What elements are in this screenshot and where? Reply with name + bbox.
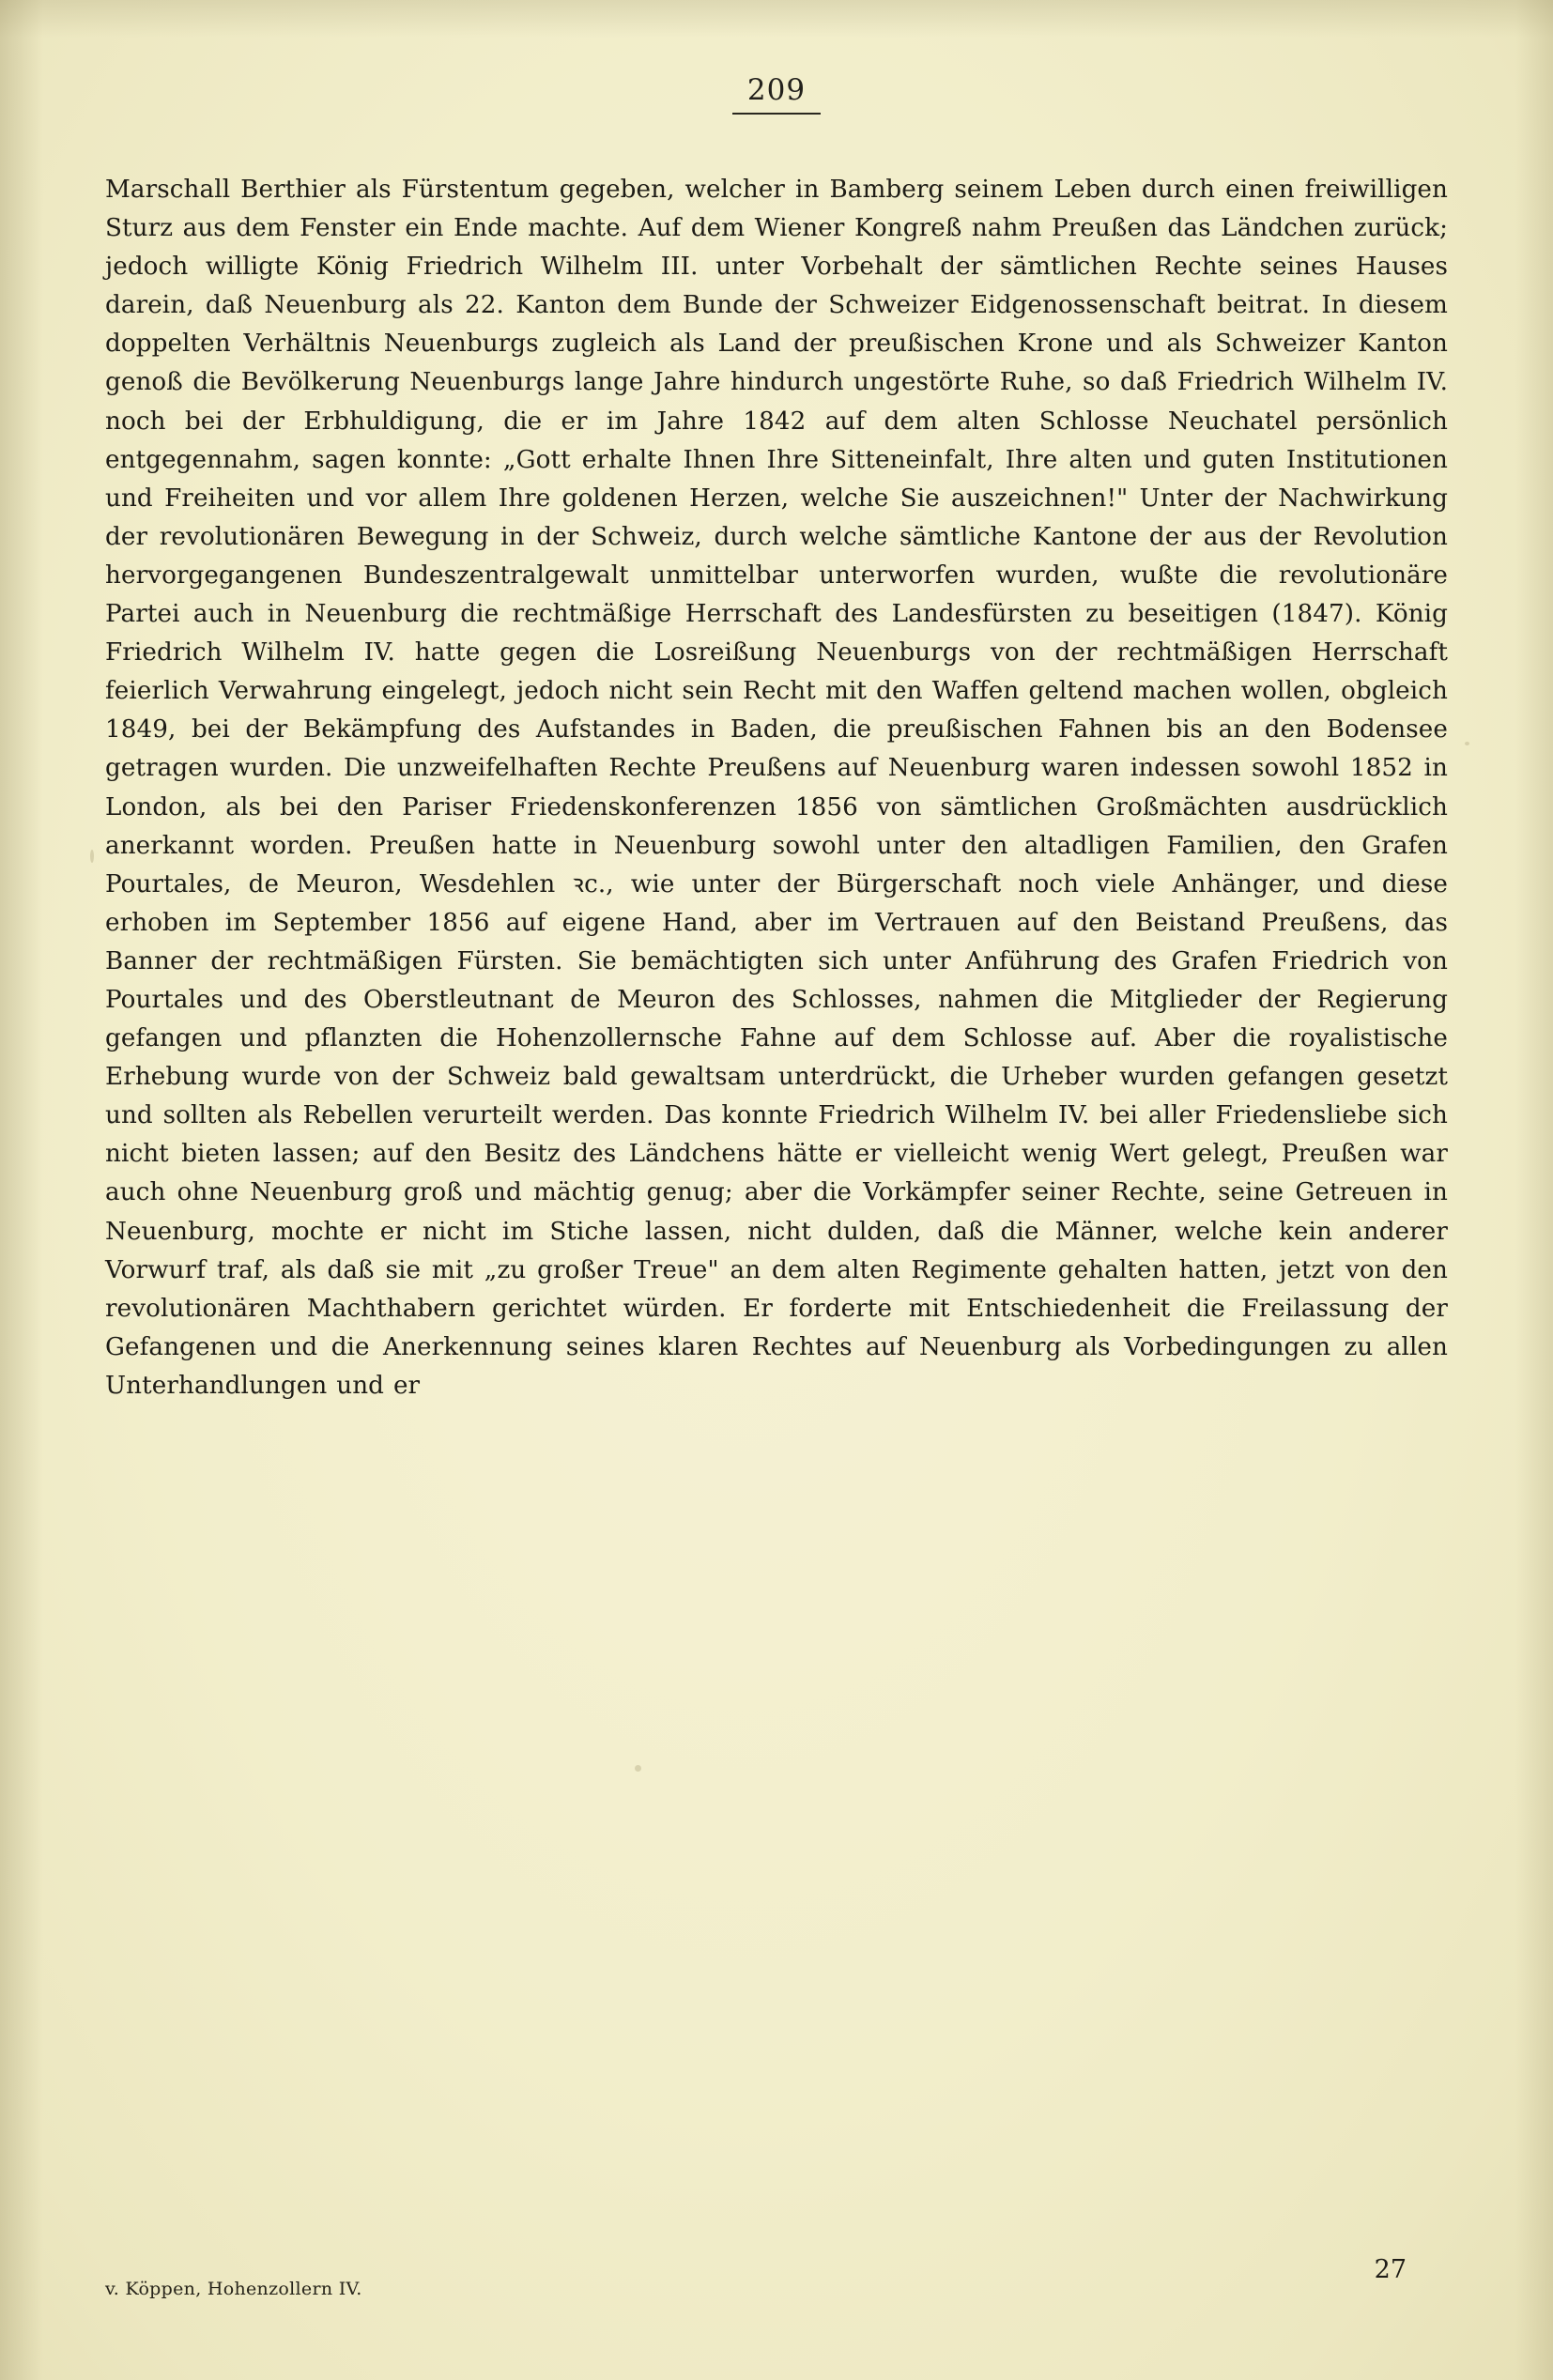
page-edge-shadow-left xyxy=(0,0,43,2380)
footer-signature-number: 27 xyxy=(1374,2255,1407,2284)
page-number: 209 xyxy=(732,73,821,115)
paper-speck xyxy=(90,850,94,863)
paper-speck xyxy=(1465,742,1469,745)
page-footer xyxy=(105,2255,1448,2299)
footer-running-title: v. Köppen, Hohenzollern IV. xyxy=(105,2279,362,2299)
page-edge-shadow-right xyxy=(1515,0,1553,2380)
body-paragraph: Marschall Berthier als Fürstentum gegeben, welcher in Bamberg seinem Leben durch einen freiwilligen Sturz aus dem Fenster ein Ende machte. Auf dem Wiener Kongreß nahm Preußen das Ländchen zurück; jedoch willigte König Friedrich Wilhelm III. unter Vorbehalt der sämtlichen Rechte seines Hauses darein, daß Neuenburg als 22. Kanton dem Bunde der Schweizer Eidgenossenschaft beitrat. In diesem doppelten Verhältnis Neuenburgs zugleich als Land der preußischen Krone und als Schweizer Kanton genoß die Bevölkerung Neuenburgs lange Jahre hindurch ungestörte Ruhe, so daß Friedrich Wilhelm IV. noch bei der Erbhuldigung, die er im Jahre 1842 auf dem alten Schlosse Neuchatel persönlich entgegennahm, sagen konnte: „Gott erhalte Ihnen Ihre Sitteneinfalt, Ihre alten und guten Institutionen und Freiheiten und vor allem Ihre goldenen Herzen, welche Sie auszeichnen!" Unter der Nachwirkung der revolutionären Bewegung in der Schweiz, durch welche sämtliche Kantone der aus der Revolution hervorgegangenen Bundeszentralgewalt unmittelbar unterworfen wurden, wußte die revolutionäre Partei auch in Neuenburg die rechtmäßige Herrschaft des Landesfürsten zu beseitigen (1847). König Friedrich Wilhelm IV. hatte gegen die Losreißung Neuenburgs von der rechtmäßigen Herrschaft feierlich Verwahrung eingelegt, jedoch nicht sein Recht mit den Waffen geltend machen wollen, obgleich 1849, bei der Bekämpfung des Aufstandes in Baden, die preußischen Fahnen bis an den Bodensee getragen wurden. Die unzweifelhaften Rechte Preußens auf Neuenburg waren indessen sowohl 1852 in London, als bei den Pariser Friedenskonferenzen 1856 von sämtlichen Großmächten ausdrücklich anerkannt worden. Preußen hatte in Neuenburg sowohl unter den altadligen Familien, den Grafen Pourtales, de Meuron, Wesdehlen ꝛc., wie unter der Bürgerschaft noch viele Anhänger, und diese erhoben im September 1856 auf eigene Hand, aber im Vertrauen auf den Beistand Preußens, das Banner der rechtmäßigen Fürsten. Sie bemächtigten sich unter Anführung des Grafen Friedrich von Pourtales und des Oberstleutnant de Meuron des Schlosses, nahmen die Mitglieder der Regierung gefangen und pflanzten die Hohenzollernsche Fahne auf dem Schlosse auf. Aber die royalistische Erhebung wurde von der Schweiz bald gewaltsam unterdrückt, die Urheber wurden gefangen gesetzt und sollten als Rebellen verurteilt werden. Das konnte Friedrich Wilhelm IV. bei aller Friedensliebe sich nicht bieten lassen; auf den Besitz des Ländchens hätte er vielleicht wenig Wert gelegt, Preußen war auch ohne Neuenburg groß und mächtig genug; aber die Vorkämpfer seiner Rechte, seine Getreuen in Neuenburg, mochte er nicht im Stiche lassen, nicht dulden, daß die Männer, welche kein anderer Vorwurf traf, als daß sie mit „zu großer Treue" an dem alten Regimente gehalten hatten, jetzt von den revolutionären Machthabern gerichtet würden. Er forderte mit Entschiedenheit die Freilassung der Gefangenen und die Anerkennung seines klaren Rechtes auf Neuenburg als Vorbedingungen zu allen Unterhandlungen und er xyxy=(105,176,1448,1400)
page-edge-shadow-top xyxy=(0,0,1553,38)
body-text xyxy=(105,171,1448,1405)
paper-speck xyxy=(635,1765,641,1772)
page-header xyxy=(0,73,1553,115)
